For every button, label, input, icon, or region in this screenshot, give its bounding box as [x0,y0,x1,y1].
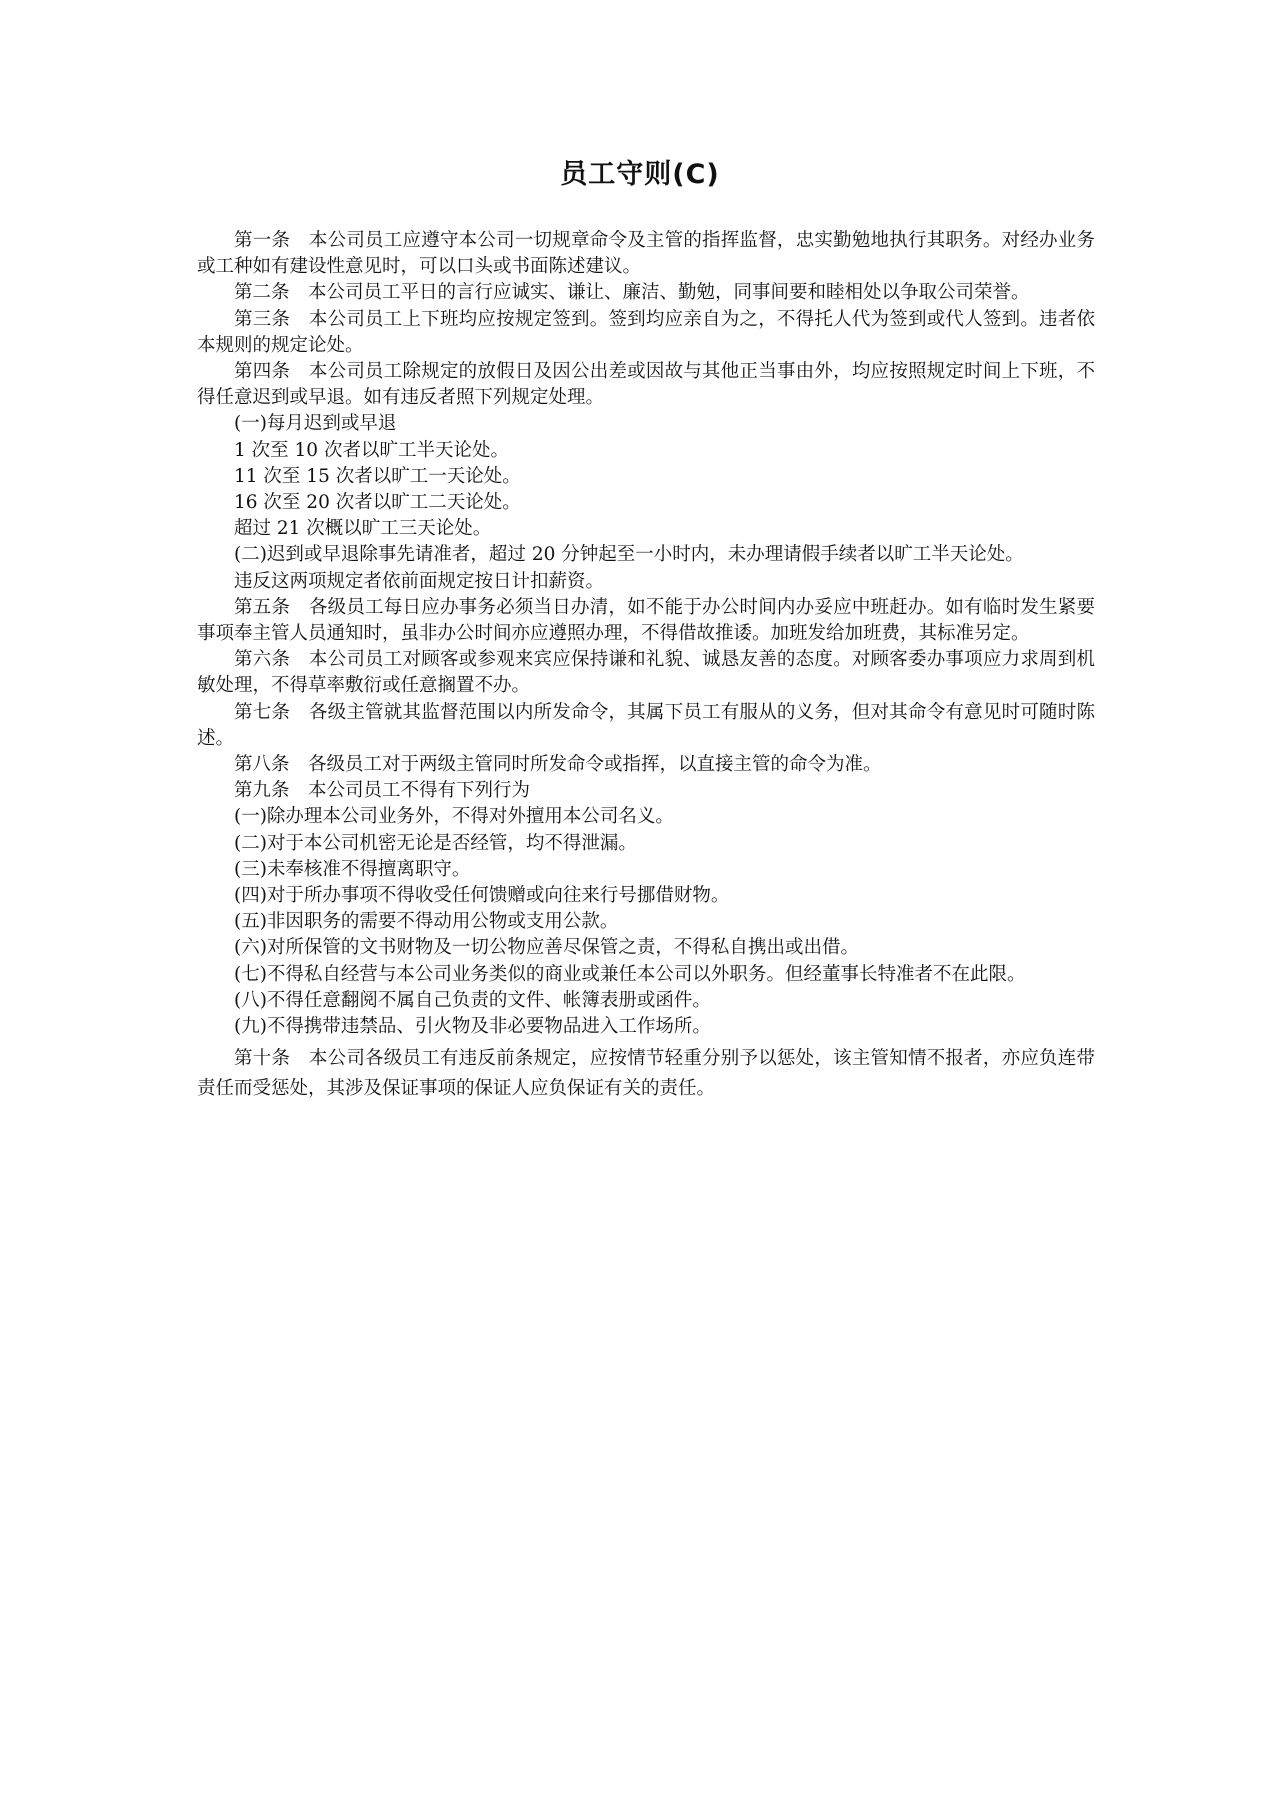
article-5: 第五条 各级员工每日应办事务必须当日办清，如不能于办公时间内办妥应中班赶办。如有临时发生紧要事项奉主管人员通知时，虽非办公时间亦应遵照办理，不得借故推诿。加班发给加班费，其标准另定。 [197,596,1095,645]
article-6: 第六条 本公司员工对顾客或参观来宾应保持谦和礼貌、诚恳友善的态度。对顾客委办事项应力求周到机敏处理，不得草率敷衍或任意搁置不办。 [197,649,1095,697]
article-9-item-8: (八)不得任意翻阅不属自己负责的文件、帐簿表册或函件。 [234,989,711,1011]
article-9: 第九条 本公司员工不得有下列行为 [234,780,531,802]
article-10: 第十条 本公司各级员工有违反前条规定，应按情节轻重分别予以惩处，该主管知情不报者，亦应负连带责任而受惩处，其涉及保证事项的保证人应负保证有关的责任。 [197,1048,1095,1100]
article-9-item-5: (五)非因职务的需要不得动用公物或支用公款。 [234,911,619,933]
document-title: 员工守则(C) [560,159,720,190]
article-4-item-1-rule-3: 16 次至 20 次者以旷工二天论处。 [234,492,521,514]
article-4-item-1-rule-4: 超过 21 次概以旷工三天论处。 [234,518,492,540]
document-body [197,228,1095,1104]
article-9-item-3: (三)未奉核准不得擅离职守。 [234,858,471,880]
article-1: 第一条 本公司员工应遵守本公司一切规章命令及主管的指挥监督，忠实勤勉地执行其职务。对经办业务或工种如有建设性意见时，可以口头或书面陈述建议。 [197,230,1095,278]
article-4-item-1: (一)每月迟到或早退 [234,413,397,435]
article-9-item-4: (四)对于所办事项不得收受任何馈赠或向往来行号挪借财物。 [234,885,730,907]
article-8: 第八条 各级员工对于两级主管同时所发命令或指挥，以直接主管的命令为准。 [234,754,882,776]
article-9-item-1: (一)除办理本公司业务外，不得对外擅用本公司名义。 [234,806,674,828]
article-9-item-6: (六)对所保管的文书财物及一切公物应善尽保管之责，不得私自携出或出借。 [234,937,859,959]
article-9-item-2: (二)对于本公司机密无论是否经管，均不得泄漏。 [234,832,637,854]
article-9-item-7: (七)不得私自经营与本公司业务类似的商业或兼任本公司以外职务。但经董事长特准者不在此限。 [234,963,1026,985]
article-9-item-9: (九)不得携带违禁品、引火物及非必要物品进入工作场所。 [234,1016,711,1038]
article-4-note: 违反这两项规定者依前面规定按日计扣薪资。 [234,570,605,592]
article-2: 第二条 本公司员工平日的言行应诚实、谦让、廉洁、勤勉，同事间要和睦相处以争取公司荣誉。 [234,282,1030,304]
article-3: 第三条 本公司员工上下班均应按规定签到。签到均应亲自为之，不得托人代为签到或代人签到。违者依本规则的规定论处。 [197,308,1095,356]
article-4: 第四条 本公司员工除规定的放假日及因公出差或因故与其他正当事由外，均应按照规定时间上下班，不得任意迟到或早退。如有违反者照下列规定处理。 [197,361,1095,409]
article-4-item-1-rule-2: 11 次至 15 次者以旷工一天论处。 [234,465,521,487]
article-4-item-1-rule-1: 1 次至 10 次者以旷工半天论处。 [234,439,509,461]
article-7: 第七条 各级主管就其监督范围以内所发命令，其属下员工有服从的义务，但对其命令有意见时可随时陈述。 [197,701,1095,749]
article-4-item-2: (二)迟到或早退除事先请准者，超过 20 分钟起至一小时内，未办理请假手续者以旷工半天论处。 [234,544,1024,566]
